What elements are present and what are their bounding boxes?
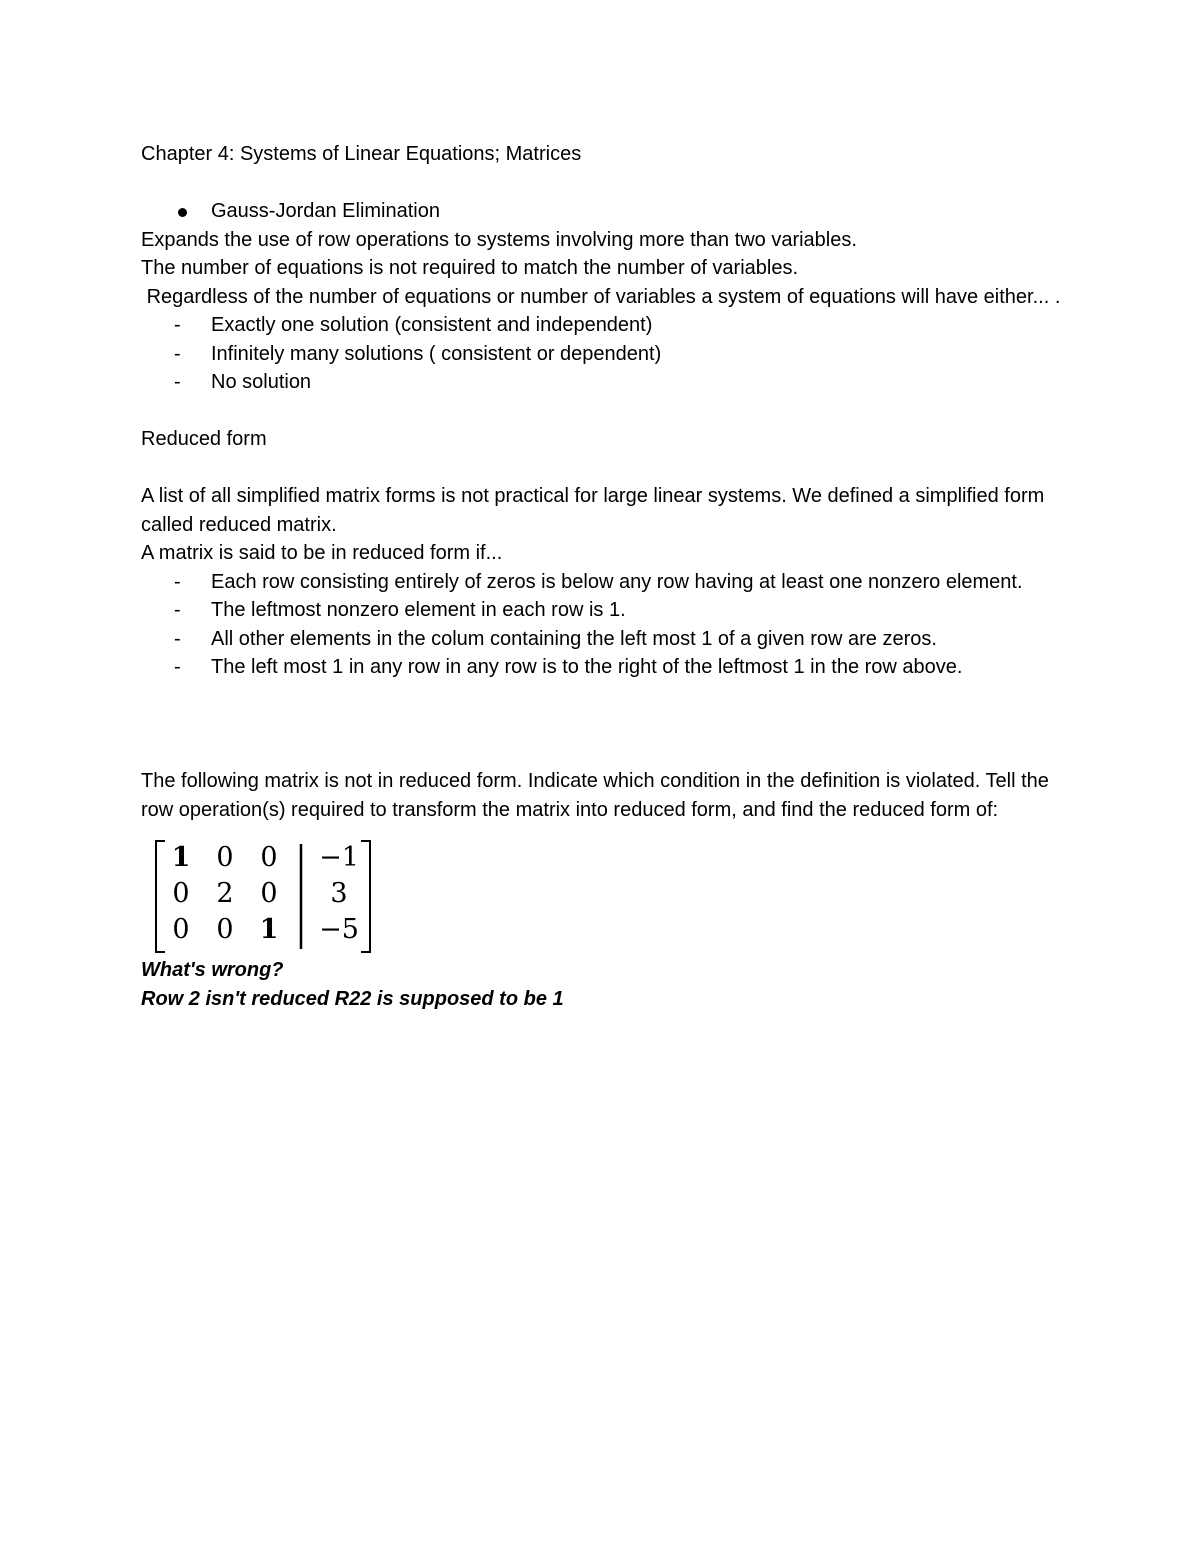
matrix-cell: −1 [319,842,359,873]
spacer [141,739,1061,768]
dash-icon: - [174,371,181,393]
bullet-dot-icon [178,208,187,217]
matrix-cell: 2 [216,878,234,909]
answer-text: Row 2 isn't reduced R22 is supposed to be 1 [141,987,564,1010]
matrix-cell: 0 [260,878,278,909]
intro-line-2: The number of equations is not required to match the number of variables. [141,257,799,279]
intro-line-1: Expands the use of row operations to systems involving more than two variables. [141,228,857,251]
intro-line-3: Regardless of the number of equations or number of variables a system of equations will have either... . [141,285,1061,308]
spacer [141,169,1061,198]
matrix-cell: 3 [330,878,348,909]
conditions-list [141,568,1061,682]
chapter-title: Chapter 4: Systems of Linear Equations; Matrices [141,143,582,165]
dash-icon: - [174,627,181,650]
dash-icon: - [174,314,181,336]
matrix-cell: 0 [172,914,190,945]
matrix-cell: −5 [319,914,359,945]
matrix-cell: 0 [260,842,278,873]
reduced-para-1: A list of all simplified matrix forms is not practical for large linear systems. We defined a simplified form called reduced matrix. [141,485,1050,536]
matrix-cell: 0 [216,914,234,945]
dash-icon: - [174,656,181,678]
solution-types-list [141,311,1061,397]
spacer [141,710,1061,739]
list-item: - All other elements in the colum containing the left most 1 of a given row are zeros. [141,625,1061,654]
reduced-heading: Reduced form [141,428,267,450]
document-body [141,140,1061,1013]
spacer [141,454,1061,483]
dash-icon: - [174,599,181,621]
matrix-cell: 1 [259,914,279,945]
matrix-cell: 0 [172,878,190,909]
list-item: - The leftmost nonzero element in each row is 1. [141,596,1061,625]
spacer [141,682,1061,711]
matrix-figure [151,838,391,956]
reduced-para-2: A matrix is said to be in reduced form if... [141,542,503,564]
bullet-text: Gauss-Jordan Elimination [211,200,440,222]
question-text: What's wrong? [141,959,284,981]
left-bracket [156,841,165,952]
list-item: - No solution [141,368,1061,397]
augmented-matrix [151,838,391,956]
list-item: - Exactly one solution (consistent and independent) [141,311,1061,340]
dash-icon: - [174,342,181,365]
problem-text: The following matrix is not in reduced form. Indicate which condition in the definition is violated. Tell the row operation(s) required to transform the matrix into reduced form, and find the reduced form of: [141,770,1055,821]
right-bracket [361,841,370,952]
list-item: - Infinitely many solutions ( consistent or dependent) [141,340,1061,369]
spacer [141,397,1061,426]
list-item: - Each row consisting entirely of zeros is below any row having at least one nonzero element. [141,568,1061,597]
dash-icon: - [174,570,181,593]
matrix-cell: 0 [216,842,234,873]
matrix-cell: 1 [171,842,191,873]
list-item: - The left most 1 in any row in any row is to the right of the leftmost 1 in the row above. [141,653,1061,682]
bullet-item [141,197,1061,226]
